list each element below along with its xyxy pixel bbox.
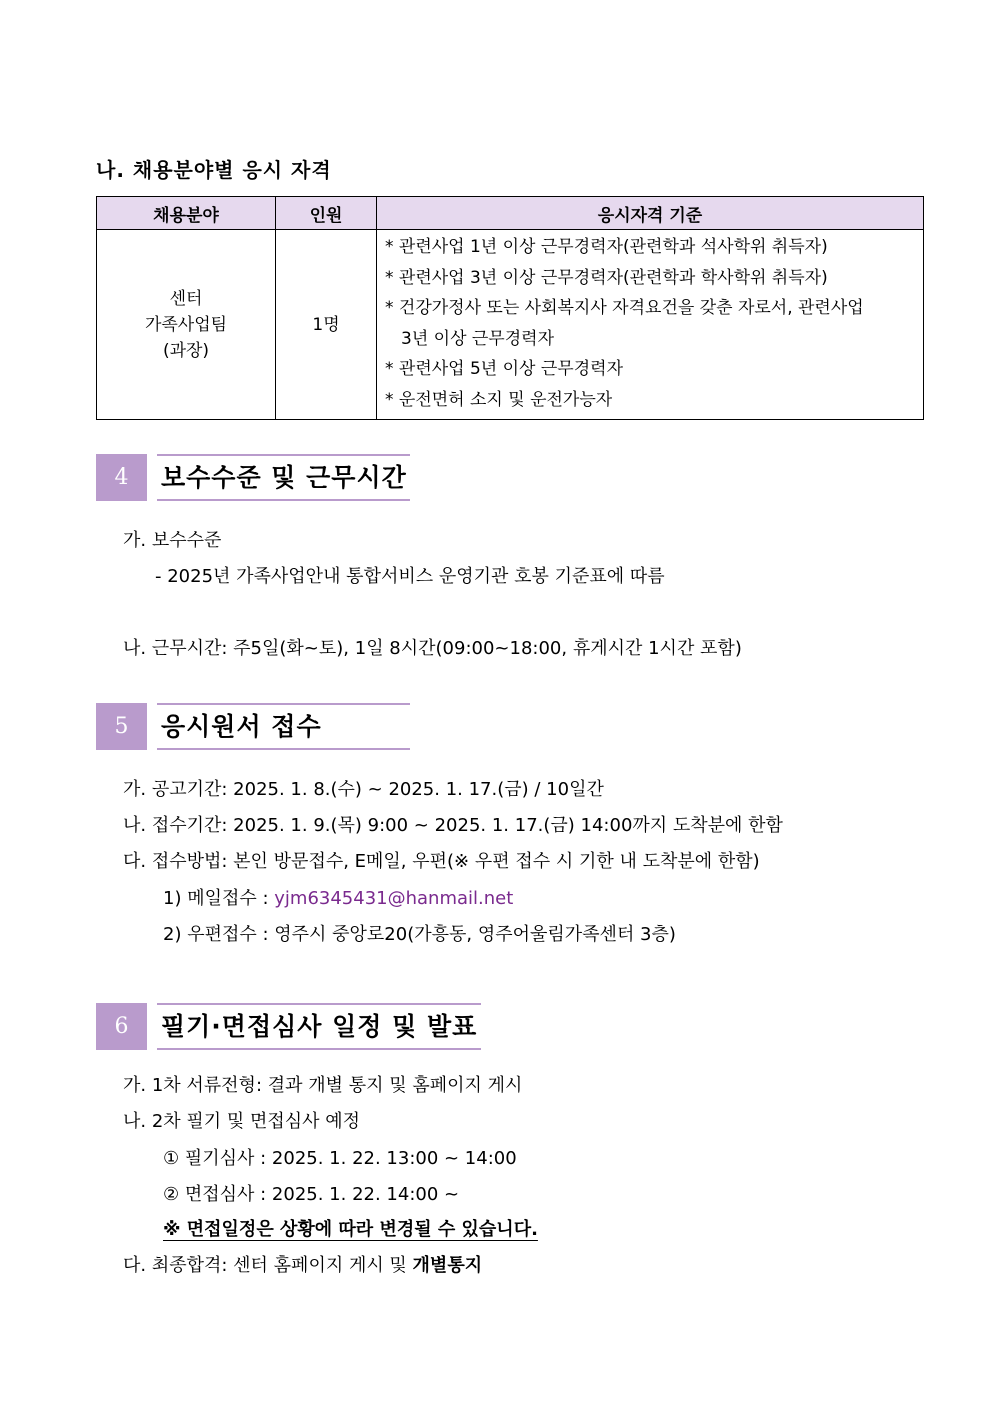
receipt-period: 나. 접수기간: 2025. 1. 9.(목) 9:00 ~ 2025. 1. 17.(금) 14:00까지 도착분에 한함 <box>123 815 783 836</box>
criteria-item: * 관련사업 3년 이상 근무경력자(관련학과 학사학위 취득자) <box>385 267 828 288</box>
salary-detail: - 2025년 가족사업안내 통합서비스 운영기관 호봉 기준표에 따름 <box>155 566 665 587</box>
criteria-item: * 건강가정사 또는 사회복지사 자격요건을 갖춘 자로서, 관련사업 <box>385 298 864 318</box>
email-address[interactable]: yjm6345431@hanmail.net <box>274 888 514 909</box>
section-number-badge: 6 <box>96 1003 147 1050</box>
criteria-item: * 관련사업 5년 이상 근무경력자 <box>385 359 623 379</box>
field-line: 센터 <box>169 288 203 309</box>
qualification-table <box>96 196 924 420</box>
final-bold: 개별통지 <box>412 1255 483 1276</box>
section-subtitle: 나. 채용분야별 응시 자격 <box>96 158 332 182</box>
field-line: (과장) <box>162 340 210 361</box>
field-cell <box>97 230 276 420</box>
criteria-item: * 운전면허 소지 및 운전가능자 <box>385 389 613 410</box>
section-heading: 응시원서 접수 <box>157 703 410 750</box>
criteria-item-continued: 3년 이상 근무경력자 <box>401 328 554 349</box>
first-screening: 가. 1차 서류전형: 결과 개별 통지 및 홈페이지 게시 <box>123 1075 523 1096</box>
criteria-item: * 관련사업 1년 이상 근무경력자(관련학과 석사학위 취득자) <box>385 237 828 257</box>
email-label: 1) 메일접수 : <box>163 888 275 909</box>
section-heading: 보수수준 및 근무시간 <box>157 454 410 501</box>
notice-period: 가. 공고기간: 2025. 1. 8.(수) ~ 2025. 1. 17.(금) / 10일간 <box>123 779 604 800</box>
header-field: 채용분야 <box>97 197 276 230</box>
salary-label: 가. 보수수준 <box>123 530 222 551</box>
criteria-cell <box>377 230 924 420</box>
final-announcement <box>123 1251 482 1277</box>
table-row <box>97 230 924 420</box>
field-line: 가족사업팀 <box>144 314 228 335</box>
table-header-row <box>97 197 924 230</box>
interview-exam: ② 면접심사 : 2025. 1. 22. 14:00 ~ <box>163 1184 460 1205</box>
schedule-note: ※ 면접일정은 상황에 따라 변경될 수 있습니다. <box>163 1219 538 1240</box>
final-prefix: 다. 최종합격: 센터 홈페이지 게시 및 <box>123 1255 413 1276</box>
count-cell: 1명 <box>276 230 377 420</box>
section-number-badge: 4 <box>96 454 147 501</box>
header-count: 인원 <box>276 197 377 230</box>
header-criteria: 응시자격 기준 <box>377 197 924 230</box>
written-exam: ① 필기심사 : 2025. 1. 22. 13:00 ~ 14:00 <box>163 1148 517 1169</box>
section-heading: 필기·면접심사 일정 및 발표 <box>157 1003 481 1050</box>
receipt-method: 다. 접수방법: 본인 방문접수, E메일, 우편(※ 우편 접수 시 기한 내 도착분에 한함) <box>123 851 760 872</box>
working-hours: 나. 근무시간: 주5일(화~토), 1일 8시간(09:00~18:00, 휴게시간 1시간 포함) <box>123 638 742 659</box>
post-receipt: 2) 우편접수 : 영주시 중앙로20(가흥동, 영주어울림가족센터 3층) <box>163 924 676 945</box>
email-receipt <box>163 884 513 910</box>
section-number-badge: 5 <box>96 703 147 750</box>
second-screening: 나. 2차 필기 및 면접심사 예정 <box>123 1111 361 1132</box>
